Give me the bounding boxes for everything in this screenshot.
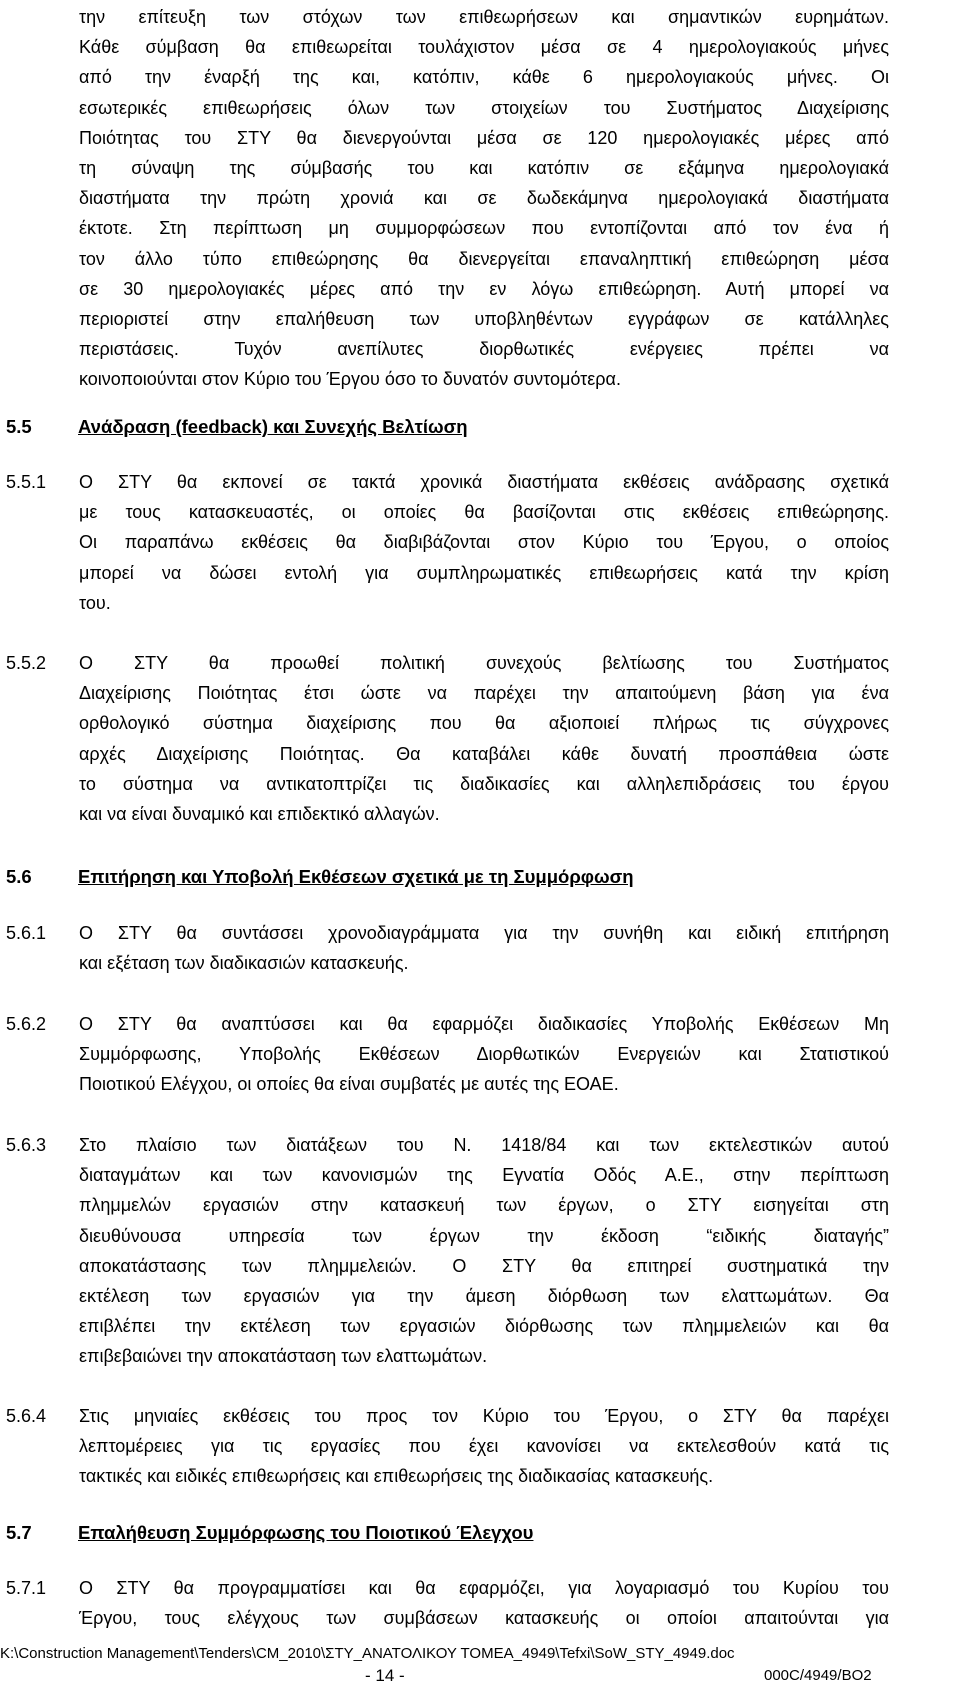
section-number: 5.6 <box>6 866 32 887</box>
clause-text <box>79 467 889 618</box>
text-line: Κάθε σύμβαση θα επιθεωρείται τουλάχιστον μέσα σε 4 ημερολογιακούς μήνες <box>79 37 889 58</box>
clause-text <box>79 1401 889 1492</box>
text-line: και να είναι δυναμικό και επιδεκτικό αλλαγών. <box>79 804 440 825</box>
text-line: την επίτευξη των στόχων των επιθεωρήσεων και σημαντικών ευρημάτων. <box>79 7 889 27</box>
text-line: περιοριστεί στην επαλήθευση των υποβληθέντων εγγράφων σε κατάλληλες <box>79 309 889 330</box>
text-line: Διαχείρισης Ποιότητας έτσι ώστε να παρέχει την απαιτούμενη βάση για ένα <box>79 683 889 704</box>
text-line: Ο ΣΤΥ θα συντάσσει χρονοδιαγράμματα για την συνήθη και ειδική επιτήρηση <box>79 923 889 943</box>
text-line: και εξέταση των διαδικασιών κατασκευής. <box>79 953 409 974</box>
text-line: Οι παραπάνω εκθέσεις θα διαβιβάζονται στον Κύριο του Έργου, ο οποίος <box>79 532 889 553</box>
text-line: τακτικές και ειδικές επιθεωρήσεις και επιθεωρήσεις της διαδικασίας κατασκευής. <box>79 1466 714 1487</box>
text-line: εσωτερικές επιθεωρήσεις όλων των στοιχείων του Συστήματος Διαχείρισης <box>79 97 889 118</box>
text-line: επιβεβαιώνει την αποκατάσταση των ελαττωμάτων. <box>79 1346 488 1367</box>
document-code: 000C/4949/BO2 <box>764 1667 872 1684</box>
clause-number: 5.5.2 <box>6 653 47 673</box>
text-line: αρχές Διαχείρισης Ποιότητας. Θα καταβάλει κάθε δυνατή προσπάθεια ώστε <box>79 743 889 764</box>
text-line: σε 30 ημερολογιακές μέρες από την εν λόγω επιθεώρηση. Αυτή μπορεί να <box>79 278 889 299</box>
clause-number: 5.5.1 <box>6 472 47 492</box>
text-line: Στο πλαίσιο των διατάξεων του Ν. 1418/84 και των εκτελεστικών αυτού <box>79 1135 889 1155</box>
text-line: Ο ΣΤΥ θα αναπτύσσει και θα εφαρμόζει διαδικασίες Υποβολής Εκθέσεων Μη <box>79 1014 889 1034</box>
clause-number: 5.6.4 <box>6 1406 47 1426</box>
section-number: 5.7 <box>6 1522 32 1543</box>
intro-paragraph <box>79 2 889 395</box>
clause-text <box>79 1130 889 1372</box>
text-line: από την έναρξή της και, κατόπιν, κάθε 6 ημερολογιακούς μήνες. Οι <box>79 67 889 88</box>
text-line: περιστάσεις. Τυχόν ανεπίλυτες διορθωτικές ενέργειες πρέπει να <box>79 339 889 360</box>
clause-text <box>79 1573 889 1633</box>
clause-text <box>79 1009 889 1100</box>
text-line: έκτοτε. Στη περίπτωση μη συμμορφώσεων που εντοπίζονται από τον ένα ή <box>79 218 889 239</box>
text-line: Ποιότητας του ΣΤΥ θα διενεργούνται μέσα σε 120 ημερολογιακές μέρες από <box>79 127 889 148</box>
page-number: - 14 - <box>365 1666 405 1685</box>
text-line: διαταγμάτων και των κανονισμών της Εγνατία Οδός Α.Ε., στην περίπτωση <box>79 1165 889 1186</box>
footer-file-path: K:\Construction Management\Tenders\CM_2010\ΣΤΥ_ΑΝΑΤΟΛΙΚΟΥ ΤΟΜΕΑ_4949\Tefxi\SoW_STY_4949.doc <box>0 1645 735 1662</box>
text-line: λεπτομέρειες για τις εργασίες που έχει κανονίσει να εκτελεσθούν κατά τις <box>79 1436 889 1457</box>
text-line: επιβλέπει την εκτέλεση των εργασιών διόρθωσης των πλημμελειών και θα <box>79 1316 889 1337</box>
text-line: εκτέλεση των εργασιών για την άμεση διόρθωση των ελαττωμάτων. Θα <box>79 1286 889 1307</box>
text-line: κοινοποιούνται στον Κύριο του Έργου όσο το δυνατόν συντομότερα. <box>79 369 621 390</box>
clause-number: 5.6.3 <box>6 1135 47 1155</box>
section-title: Επαλήθευση Συμμόρφωσης του Ποιοτικού Έλεγχου <box>78 1522 534 1543</box>
text-line: του. <box>79 592 111 613</box>
clause-number: 5.6.2 <box>6 1014 47 1034</box>
text-line: Έργου, τους ελέγχους των συμβάσεων κατασκευής οι οποίοι απαιτούνται για <box>79 1608 889 1629</box>
text-line: αποκατάστασης των πλημμελειών. Ο ΣΤΥ θα επιτηρεί συστηματικά την <box>79 1255 889 1276</box>
section-title: Ανάδραση (feedback) και Συνεχής Βελτίωση <box>78 416 468 437</box>
section-title: Επιτήρηση και Υποβολή Εκθέσεων σχετικά με τη Συμμόρφωση <box>78 866 634 887</box>
text-line: Ο ΣΤΥ θα εκπονεί σε τακτά χρονικά διαστήματα εκθέσεις ανάδρασης σχετικά <box>79 472 889 492</box>
text-line: Στις μηνιαίες εκθέσεις του προς τον Κύριο του Έργου, ο ΣΤΥ θα παρέχει <box>79 1406 889 1426</box>
text-line: διευθύνουσα υπηρεσία των έργων την έκδοση “ειδικής διαταγής” <box>79 1225 889 1246</box>
text-line: διαστήματα την πρώτη χρονιά και σε δωδεκάμηνα ημερολογιακά διαστήματα <box>79 188 889 209</box>
text-line: Συμμόρφωσης, Υποβολής Εκθέσεων Διορθωτικών Ενεργειών και Στατιστικού <box>79 1044 889 1065</box>
text-line: τη σύναψη της σύμβασής του και κατόπιν σε εξάμηνα ημερολογιακά <box>79 158 889 179</box>
clause-text <box>79 648 889 829</box>
text-line: πλημμελών εργασιών στην κατασκευή των έργων, ο ΣΤΥ εισηγείται στη <box>79 1195 889 1216</box>
text-line: Ο ΣΤΥ θα προωθεί πολιτική συνεχούς βελτίωσης του Συστήματος <box>79 653 889 673</box>
text-line: Ο ΣΤΥ θα προγραμματίσει και θα εφαρμόζει, για λογαριασμό του Κυρίου του <box>79 1578 889 1598</box>
text-line: Ποιοτικού Ελέγχου, οι οποίες θα είναι συμβατές με αυτές της ΕΟΑΕ. <box>79 1074 619 1095</box>
section-number: 5.5 <box>6 416 32 437</box>
text-line: ορθολογικό σύστημα διαχείρισης που θα αξιοποιεί πλήρως τις σύγχρονες <box>79 713 889 734</box>
clause-number: 5.6.1 <box>6 923 47 943</box>
text-line: μπορεί να δώσει εντολή για συμπληρωματικές επιθεωρήσεις κατά την κρίση <box>79 562 889 583</box>
clause-number: 5.7.1 <box>6 1578 47 1598</box>
text-line: με τους κατασκευαστές, οι οποίες θα βασίζονται στις εκθέσεις επιθεώρησης. <box>79 502 889 523</box>
text-line: το σύστημα να αντικατοπτρίζει τις διαδικασίες και αλληλεπιδράσεις του έργου <box>79 773 889 794</box>
text-line: τον άλλο τύπο επιθεώρησης θα διενεργείται επαναληπτική επιθεώρηση μέσα <box>79 248 889 269</box>
clause-text <box>79 918 889 978</box>
